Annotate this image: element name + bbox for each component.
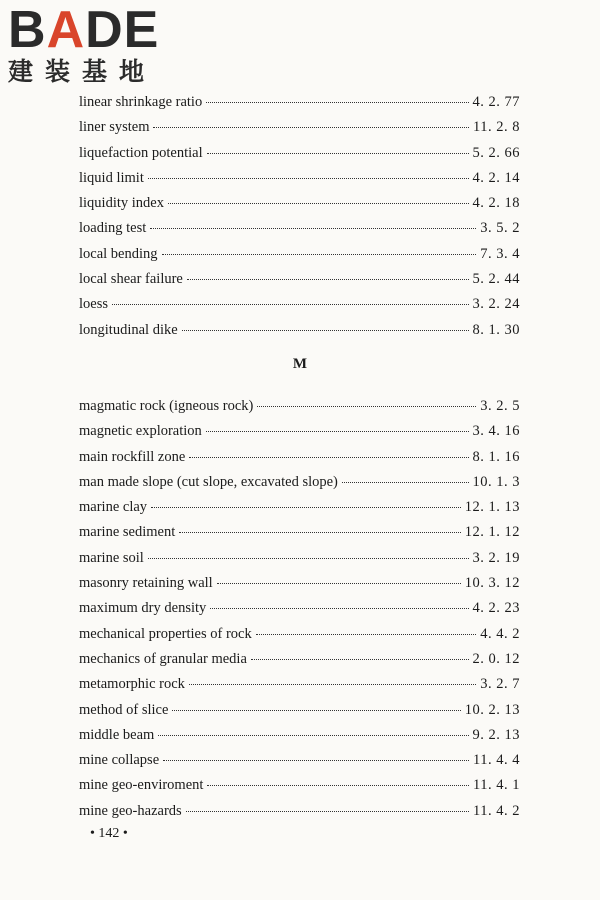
index-term: maximum dry density	[79, 600, 207, 617]
index-entry	[79, 647, 520, 672]
index-reference: 11. 4. 4	[473, 752, 520, 769]
index-entry	[79, 773, 520, 798]
index-entry	[79, 571, 520, 596]
index-term: main rockfill zone	[79, 448, 186, 465]
index-entry	[79, 748, 520, 773]
dot-leader	[172, 710, 460, 711]
index-reference: 4. 2. 18	[472, 195, 520, 212]
index-entry	[79, 723, 520, 748]
index-reference: 5. 2. 44	[472, 271, 520, 288]
index-reference: 11. 2. 8	[473, 119, 520, 136]
dot-leader	[210, 608, 468, 609]
index-reference: 11. 4. 1	[473, 777, 520, 794]
index-entry	[79, 520, 520, 545]
index-entry	[79, 318, 520, 343]
index-reference: 7. 3. 4	[480, 245, 520, 262]
index-entry	[79, 445, 520, 470]
dot-leader	[179, 532, 461, 533]
index-reference: 4. 2. 14	[472, 169, 520, 186]
index-reference: 10. 1. 3	[472, 473, 520, 490]
dot-leader	[148, 178, 469, 179]
index-term: liner system	[79, 119, 150, 136]
index-entry	[79, 419, 520, 444]
dot-leader	[151, 507, 461, 508]
index-reference: 10. 2. 13	[464, 701, 520, 718]
logo-subtitle: 建装基地	[8, 57, 157, 86]
index-term: magnetic exploration	[79, 423, 202, 440]
dot-leader	[207, 153, 469, 154]
dot-leader	[163, 760, 469, 761]
index-entry	[79, 470, 520, 495]
index-term: masonry retaining wall	[79, 575, 213, 592]
index-list-l	[79, 90, 520, 343]
index-term: marine sediment	[79, 524, 176, 541]
dot-leader	[186, 811, 469, 812]
dot-leader	[256, 634, 477, 635]
dot-leader	[189, 684, 476, 685]
dot-leader	[168, 203, 469, 204]
index-term: marine soil	[79, 549, 144, 566]
index-term: mine geo-hazards	[79, 802, 182, 819]
dot-leader	[187, 279, 469, 280]
index-entry	[79, 622, 520, 647]
index-reference: 12. 1. 13	[464, 499, 520, 516]
index-reference: 4. 2. 77	[472, 94, 520, 110]
index-term: longitudinal dike	[79, 321, 178, 338]
dot-leader	[217, 583, 461, 584]
index-reference: 3. 2. 24	[472, 296, 520, 313]
index-reference: 5. 2. 66	[472, 144, 520, 161]
index-reference: 3. 2. 7	[480, 676, 520, 693]
index-term: metamorphic rock	[79, 676, 185, 693]
index-reference: 11. 4. 2	[473, 802, 520, 819]
index-reference: 4. 4. 2	[480, 625, 520, 642]
index-term: mine collapse	[79, 752, 160, 769]
index-term: liquid limit	[79, 169, 144, 186]
dot-leader	[189, 457, 468, 458]
index-term: method of slice	[79, 701, 169, 718]
index-term: mechanical properties of rock	[79, 625, 252, 642]
index-entry	[79, 292, 520, 317]
index-term: local shear failure	[79, 271, 183, 288]
dot-leader	[162, 254, 477, 255]
index-entry	[79, 141, 520, 166]
index-reference: 4. 2. 23	[472, 600, 520, 617]
dot-leader	[150, 228, 476, 229]
index-entry	[79, 216, 520, 241]
index-reference: 3. 2. 19	[472, 549, 520, 566]
index-term: local bending	[79, 245, 158, 262]
index-entry	[79, 546, 520, 571]
index-list-m	[79, 394, 520, 824]
dot-leader	[206, 102, 468, 103]
index-reference: 2. 0. 12	[472, 650, 520, 667]
dot-leader	[158, 735, 468, 736]
page-number: • 142 •	[90, 826, 128, 841]
index-entry	[79, 394, 520, 419]
index-term: liquidity index	[79, 195, 164, 212]
index-entry	[79, 166, 520, 191]
index-entry	[79, 672, 520, 697]
index-term: liquefaction potential	[79, 144, 203, 161]
index-entry	[79, 267, 520, 292]
index-entry	[79, 596, 520, 621]
index-reference: 10. 3. 12	[464, 575, 520, 592]
dot-leader	[251, 659, 469, 660]
index-entry	[79, 90, 520, 115]
dot-leader	[112, 304, 469, 305]
index-entry	[79, 242, 520, 267]
index-term: marine clay	[79, 499, 148, 516]
dot-leader	[207, 785, 469, 786]
index-term: linear shrinkage ratio	[79, 94, 203, 110]
dot-leader	[182, 330, 469, 331]
logo-wordmark: BADE	[8, 1, 160, 59]
dot-leader	[257, 406, 476, 407]
dot-leader	[148, 558, 469, 559]
index-term: magmatic rock (igneous rock)	[79, 398, 254, 414]
index-reference: 3. 2. 5	[480, 398, 520, 414]
index-term: loading test	[79, 220, 147, 237]
index-term: middle beam	[79, 726, 155, 743]
index-entry	[79, 698, 520, 723]
dot-leader	[206, 431, 469, 432]
index-reference: 12. 1. 12	[464, 524, 520, 541]
index-entry	[79, 495, 520, 520]
index-term: man made slope (cut slope, excavated slope)	[79, 473, 338, 490]
index-reference: 8. 1. 16	[472, 448, 520, 465]
index-entry	[79, 799, 520, 824]
index-entry	[79, 191, 520, 216]
section-heading-m: M	[292, 356, 308, 372]
index-reference: 8. 1. 30	[472, 321, 520, 338]
index-reference: 3. 4. 16	[472, 423, 520, 440]
bade-logo	[8, 1, 160, 86]
dot-leader	[153, 127, 469, 128]
index-reference: 3. 5. 2	[480, 220, 520, 237]
index-term: loess	[79, 296, 108, 313]
dot-leader	[342, 482, 469, 483]
index-term: mechanics of granular media	[79, 650, 247, 667]
index-reference: 9. 2. 13	[472, 726, 520, 743]
index-entry	[79, 115, 520, 140]
index-term: mine geo-enviroment	[79, 777, 204, 794]
